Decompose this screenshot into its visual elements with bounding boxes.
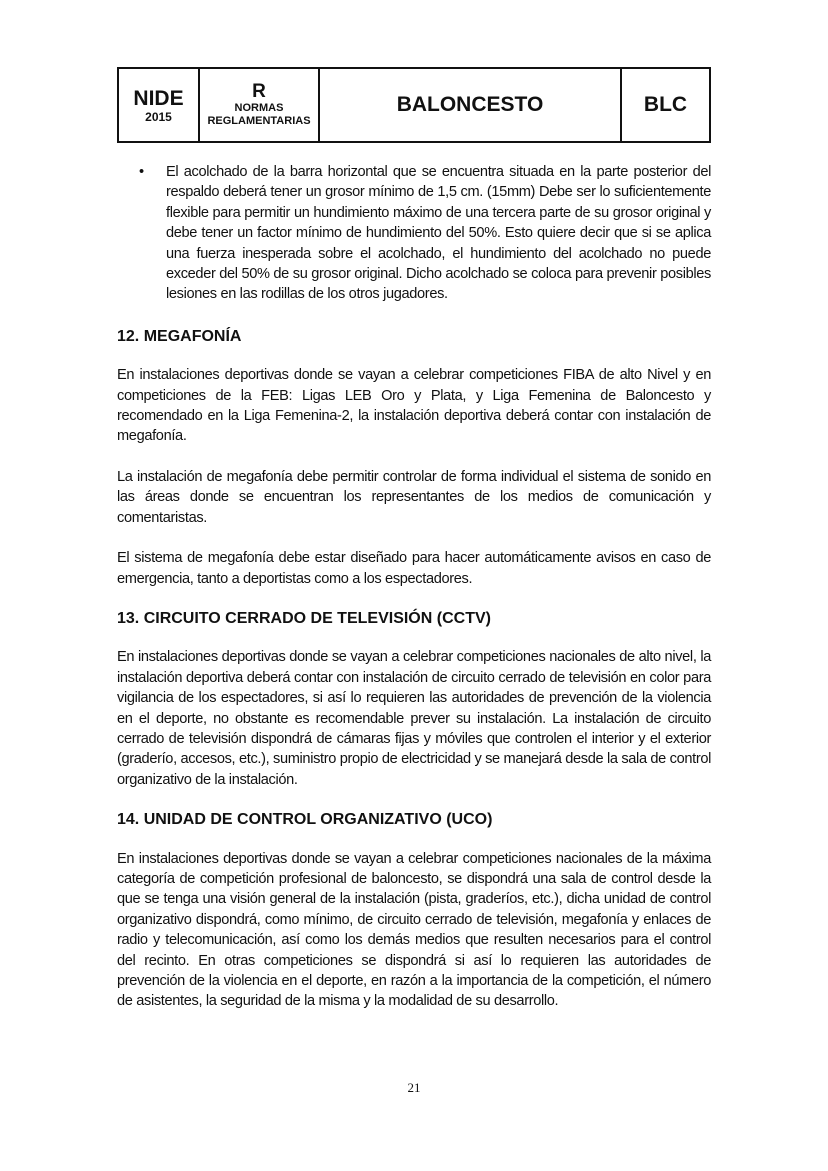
paragraph: El sistema de megafonía debe estar diseñado para hacer automáticamente avisos en caso de emergencia, tanto a deportistas como a los espectadores. [117,550,711,587]
paragraph: En instalaciones deportivas donde se vayan a celebrar competiciones FIBA de alto Nivel y en competiciones de la FEB: Ligas LEB Oro y Plata, y Liga Femenina de Baloncesto y recomendado en la Liga Femenina-2, la instalación deportiva deberá contar con instalación de megafonía. [117,367,711,445]
page-header-table [117,67,711,143]
header-year: 2015 [145,109,172,124]
page-number: 21 [407,1080,421,1095]
header-r-cell [200,69,320,141]
section-heading-uco: 14. UNIDAD DE CONTROL ORGANIZATIVO (UCO) [117,811,493,829]
bullet-icon: • [139,164,144,180]
paragraph: La instalación de megafonía debe permitir controlar de forma individual el sistema de sonido en las áreas donde se encuentran los representantes de los medios de comunicación y comentaristas. [117,468,711,526]
paragraph: En instalaciones deportivas donde se vayan a celebrar competiciones nacionales de alto nivel, la instalación deportiva deberá contar con instalación de circuito cerrado de televisión en color para vigilancia de los espectadores, si así lo requieren las autoridades de prevención de la violencia en el deporte, no obstante es recomendable prever su instalación. La instalación de circuito cerrado de televisión dispondrá de cámaras fijas y móviles que controlen el interior y el exterior (graderío, accesos, etc.), suministro propio de electricidad y se manejará desde la sala de control organizativo de la instalación. [117,649,712,788]
header-reglamentarias: REGLAMENTARIAS [207,115,311,127]
header-r: R [252,81,266,102]
header-code-cell [622,69,709,141]
header-normas: NORMAS [234,102,284,114]
header-code: BLC [643,93,688,116]
header-title: BALONCESTO [396,93,544,116]
section-heading-cctv: 13. CIRCUITO CERRADO DE TELEVISIÓN (CCTV) [117,609,491,627]
header-nide-cell [119,69,200,141]
bullet-text: El acolchado de la barra horizontal que se encuentra situada en la parte posterior del respaldo deberá tener un grosor mínimo de 1,5 cm. (15mm) Debe ser lo suficientemente flexible para permitir un hundimiento máximo de una tercera parte de su grosor original y debe tener un factor mínimo de hundimiento del 50%. Esto quiere decir que si se aplica una fuerza inesperada sobre el acolchado, el hundimiento del acolchado no puede exceder del 50% de su grosor original. Dicho acolchado se coloca para prevenir posibles lesiones en las rodillas de los otros jugadores. [166,164,711,303]
section-heading-megafonia: 12. MEGAFONÍA [117,327,242,345]
header-title-cell [320,69,622,141]
bullet-item [117,162,711,305]
paragraph: En instalaciones deportivas donde se vayan a celebrar competiciones nacionales de la máxima categoría de competición profesional de baloncesto, se dispondrá una sala de control desde la que se tenga una visión general de la instalación (pista, graderíos, etc.), dicha unidad de control organizativo dispondrá, como mínimo, de circuito cerrado de televisión, megafonía y enlaces de radio y telecomunicación, así como los demás medios que resulten necesarios para el control del recinto. En otras competiciones se dispondrá si así lo requieren las autoridades de prevención de la violencia en el deporte, en razón a la importancia de la competición, el número de asistentes, la seguridad de la misma y la modalidad de su desarrollo. [117,850,711,1010]
document-body [117,162,711,1032]
header-nide: NIDE [133,86,184,110]
